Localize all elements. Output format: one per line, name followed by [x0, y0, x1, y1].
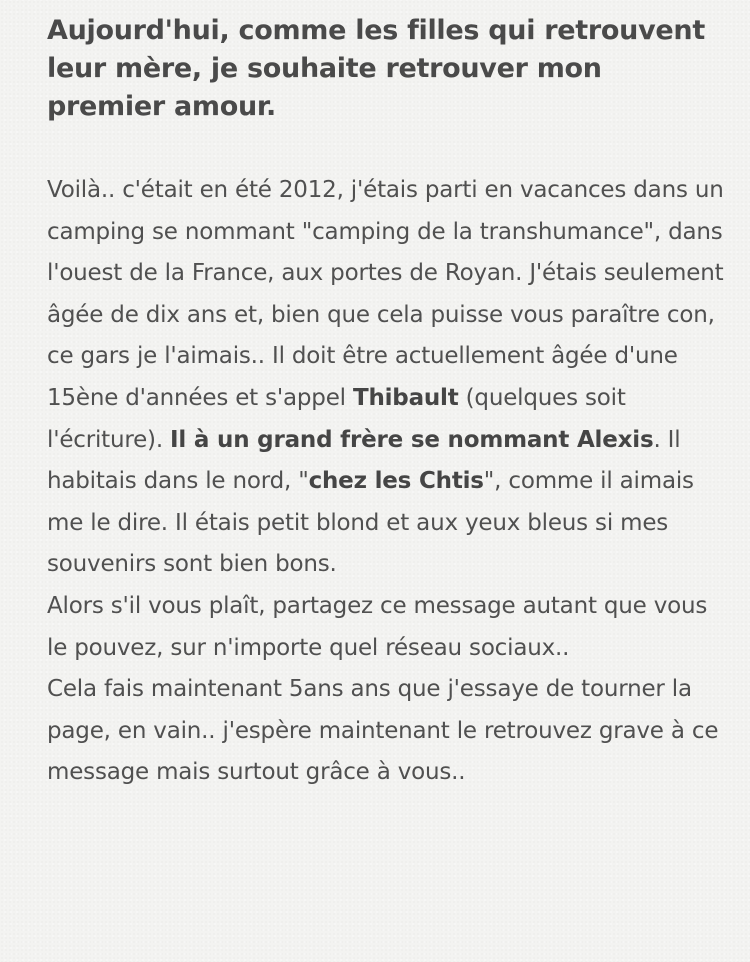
paragraph-share: Alors s'il vous plaît, partagez ce message autant que vous le pouvez, sur n'importe quel réseau sociaux.. — [47, 592, 708, 661]
note-body — [47, 170, 727, 794]
story-text-4: ", comme il aimais me le dire. Il étais petit blond et aux yeux bleus si mes souvenirs sont bien bons. — [47, 468, 694, 578]
place-chtis: chez les Chtis — [308, 468, 484, 495]
story-text-1: Voilà.. c'était en été 2012, j'étais parti en vacances dans un camping se nommant "camping de la transhumance", dans l'ouest de la France, aux portes de Royan. J'étais seulement âgée de dix ans et, bien que cela puisse vous paraître con, ce gars je l'aimais.. Il doit être actuellement âgée d'une 15ène d'années et s'appel — [47, 177, 724, 411]
note — [47, 12, 727, 794]
note-title: Aujourd'hui, comme les filles qui retrouvent leur mère, je souhaite retrouver mon premier amour. — [47, 15, 705, 122]
name-thibault: Thibault — [352, 384, 459, 411]
brother-alexis: Il à un grand frère se nommant Alexis — [170, 426, 654, 453]
story-text-2: (quelques soit l'écriture). — [47, 384, 626, 453]
paragraph-story — [47, 170, 727, 586]
story-text-3: . Il habitais dans le nord, " — [47, 426, 681, 495]
paragraph-closing: Cela fais maintenant 5ans ans que j'essaye de tourner la page, en vain.. j'espère maintenant le retrouvez grave à ce message mais surtout grâce à vous.. — [47, 676, 719, 786]
